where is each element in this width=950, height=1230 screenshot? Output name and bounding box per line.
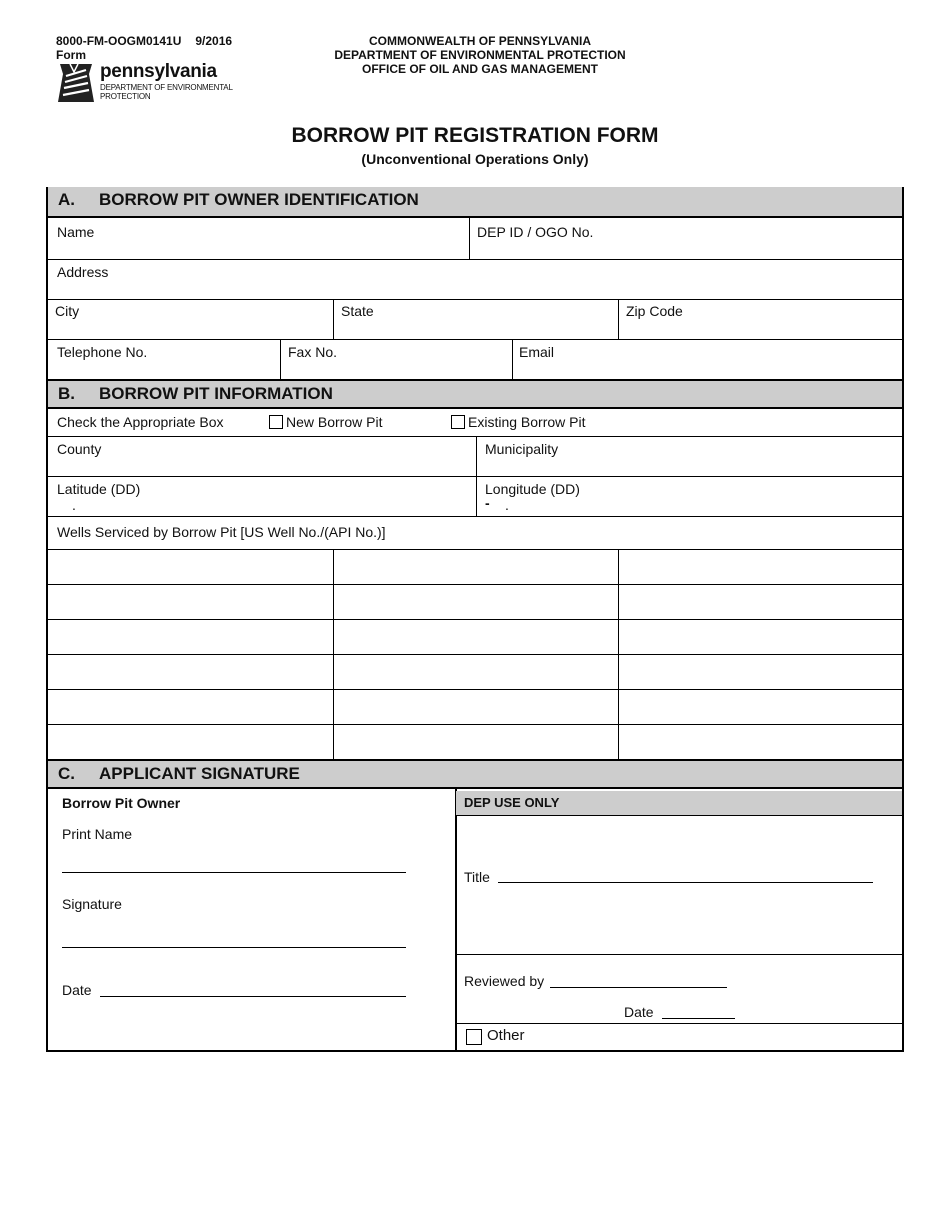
wells-row-divider xyxy=(48,654,902,655)
latitude-field[interactable]: Latitude (DD) xyxy=(57,481,141,497)
divider xyxy=(48,516,902,517)
divider xyxy=(48,299,902,300)
divider xyxy=(48,339,902,340)
section-b-letter: B. xyxy=(58,384,75,403)
divider xyxy=(456,954,902,955)
other-label: Other xyxy=(487,1027,525,1044)
divider xyxy=(333,299,334,339)
section-b-title: BORROW PIT INFORMATION xyxy=(99,384,333,403)
city-field[interactable]: City xyxy=(55,303,80,319)
date-label: Date xyxy=(62,982,92,998)
zip-code-field[interactable]: Zip Code xyxy=(626,303,683,319)
print-name-label: Print Name xyxy=(62,826,133,842)
existing-borrow-pit-checkbox[interactable] xyxy=(451,415,465,429)
wells-row-divider xyxy=(48,689,902,690)
agency-block xyxy=(270,34,690,76)
section-a-title: BORROW PIT OWNER IDENTIFICATION xyxy=(99,190,419,209)
wells-serviced-label: Wells Serviced by Borrow Pit [US Well No./(API No.)] xyxy=(57,524,386,540)
signature-line[interactable] xyxy=(62,947,406,948)
form-title: BORROW PIT REGISTRATION FORM xyxy=(291,124,659,147)
title-line[interactable] xyxy=(498,882,873,883)
longitude-decimal-mark: . xyxy=(505,497,509,513)
form-number: 8000-FM-OOGM0141U xyxy=(56,34,182,48)
reviewed-by-label: Reviewed by xyxy=(464,973,545,989)
section-a-letter: A. xyxy=(58,190,75,209)
logo-department: DEPARTMENT OF ENVIRONMENTAL PROTECTION xyxy=(100,83,233,101)
section-c-letter: C. xyxy=(58,764,75,783)
dep-use-only-header xyxy=(456,791,902,816)
new-borrow-pit-label: New Borrow Pit xyxy=(286,414,383,430)
section-b-header xyxy=(48,379,902,409)
section-a-header xyxy=(48,187,902,218)
dep-date-line[interactable] xyxy=(662,1018,735,1019)
divider xyxy=(618,299,619,339)
wells-table-top xyxy=(48,549,902,550)
email-field[interactable]: Email xyxy=(519,344,555,360)
section-c-header xyxy=(48,759,902,789)
print-name-line[interactable] xyxy=(62,872,406,873)
divider xyxy=(48,436,902,437)
wells-row-divider xyxy=(48,619,902,620)
dep-date-label: Date xyxy=(624,1004,654,1020)
form-subtitle: (Unconventional Operations Only) xyxy=(361,151,589,167)
agency-line-2: DEPARTMENT OF ENVIRONMENTAL PROTECTION xyxy=(334,48,626,62)
signature-column-divider xyxy=(455,789,457,1050)
other-checkbox[interactable] xyxy=(466,1029,482,1045)
county-field[interactable]: County xyxy=(57,441,102,457)
agency-line-3: OFFICE OF OIL AND GAS MANAGEMENT xyxy=(362,62,598,76)
reviewed-by-line[interactable] xyxy=(550,987,727,988)
divider xyxy=(48,259,902,260)
wells-row-divider xyxy=(48,584,902,585)
new-borrow-pit-checkbox[interactable] xyxy=(269,415,283,429)
logo-wordmark: pennsylvania xyxy=(100,61,217,82)
divider xyxy=(456,1023,902,1024)
telephone-field[interactable]: Telephone No. xyxy=(57,344,148,360)
form-date: 9/2016 xyxy=(195,34,233,48)
check-box-label: Check the Appropriate Box xyxy=(57,414,224,430)
signature-label: Signature xyxy=(62,896,122,912)
longitude-field[interactable]: Longitude (DD) xyxy=(485,481,580,497)
wells-row-divider xyxy=(48,724,902,725)
divider xyxy=(512,339,513,379)
title-label: Title xyxy=(464,869,490,885)
address-field[interactable]: Address xyxy=(57,264,109,280)
form-label: Form xyxy=(56,48,86,62)
longitude-minus-sign: - xyxy=(485,495,490,511)
municipality-field[interactable]: Municipality xyxy=(485,441,559,457)
section-c-title: APPLICANT SIGNATURE xyxy=(99,764,300,783)
dep-id-field[interactable]: DEP ID / OGO No. xyxy=(477,224,594,240)
agency-line-1: COMMONWEALTH OF PENNSYLVANIA xyxy=(369,34,591,48)
form-id-block xyxy=(56,34,232,62)
form-frame xyxy=(46,187,904,1052)
keystone-icon xyxy=(56,62,96,104)
pa-dep-logo xyxy=(56,62,246,104)
name-field[interactable]: Name xyxy=(57,224,95,240)
date-line[interactable] xyxy=(100,996,406,997)
existing-borrow-pit-label: Existing Borrow Pit xyxy=(468,414,586,430)
state-field[interactable]: State xyxy=(341,303,374,319)
divider xyxy=(469,218,470,259)
latitude-decimal-mark: . xyxy=(72,497,76,513)
dep-use-only-label: DEP USE ONLY xyxy=(464,795,560,810)
divider xyxy=(280,339,281,379)
divider xyxy=(48,476,902,477)
fax-field[interactable]: Fax No. xyxy=(288,344,338,360)
borrow-pit-owner-heading: Borrow Pit Owner xyxy=(62,795,181,811)
